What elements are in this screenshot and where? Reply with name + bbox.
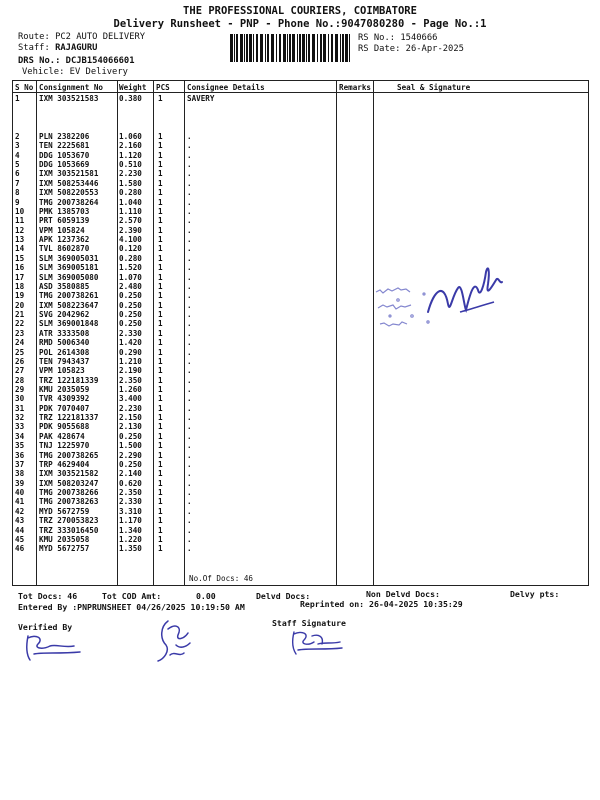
cell-consignment: VPM 105823 [39,366,85,376]
cell-consignee: . [187,272,192,282]
cell-consignment: SLM 369001848 [39,319,99,329]
cell-pcs: 1 [158,422,163,432]
cell-pcs: 1 [158,459,163,469]
cell-sno: 39 [15,478,25,488]
cell-weight: 0.510 [119,160,142,170]
cell-weight: 2.140 [119,469,142,479]
cell-consignment: APK 1237362 [39,235,90,245]
cell-sno: 41 [15,497,25,507]
col-header-seal: Seal & Signature [397,83,471,92]
cell-weight: 2.330 [119,497,142,507]
cell-sno: 17 [15,272,25,282]
cell-weight: 2.570 [119,216,142,226]
cell-sno: 32 [15,413,25,423]
cell-consignment: PAK 428674 [39,431,85,441]
entered-by: Entered By :PNPRUNSHEET 04/26/2025 10:19:50 AM [18,602,245,612]
cell-consignment: TRZ 270053823 [39,516,99,526]
table-row [13,469,588,478]
cell-sno: 22 [15,319,25,329]
cell-consignment: MYD 5672757 [39,544,90,554]
cell-consignment: TMG 200738264 [39,197,99,207]
cell-weight: 1.170 [119,516,142,526]
cell-consignee: . [187,497,192,507]
cell-pcs: 1 [158,150,163,160]
cell-weight: 1.220 [119,534,142,544]
cell-consignment: PDK 7070407 [39,403,90,413]
cell-sno: 40 [15,488,25,498]
cell-consignment: TRZ 122181339 [39,375,99,385]
cell-weight: 0.280 [119,188,142,198]
cell-sno: 25 [15,347,25,357]
cell-sno: 33 [15,422,25,432]
cell-pcs: 1 [158,525,163,535]
cell-pcs: 1 [158,328,163,338]
cell-pcs: 1 [158,366,163,376]
table-row [13,404,588,413]
cell-consignee: . [187,441,192,451]
cell-sno: 36 [15,450,25,460]
cell-consignee: . [187,188,192,198]
cell-consignee: . [187,459,192,469]
cell-weight: 1.210 [119,356,142,366]
cell-consignee: . [187,413,192,423]
table-row [13,207,588,216]
cell-consignment: DDG 1053670 [39,150,90,160]
table-row [13,188,588,197]
cell-pcs: 1 [158,478,163,488]
cell-weight: 0.250 [119,459,142,469]
cell-weight: 2.290 [119,450,142,460]
cell-consignee: . [187,244,192,254]
cell-consignment: TRP 4629404 [39,459,90,469]
cell-consignment: ASD 3580885 [39,281,90,291]
table-row [13,226,588,235]
cell-consignee: . [187,403,192,413]
cell-consignment: SLM 369005181 [39,263,99,273]
table-row [13,160,588,169]
cell-pcs: 1 [158,338,163,348]
cell-pcs: 1 [158,300,163,310]
cell-sno: 4 [15,150,20,160]
cell-consignment: TMG 200738266 [39,488,99,498]
cell-sno: 1 [15,94,20,103]
cell-sno: 18 [15,281,25,291]
cell-consignment: SVG 2042962 [39,310,90,320]
total-cod-value: 0.00 [196,591,216,601]
cell-consignee: . [187,328,192,338]
delivery-stamp-signature [368,250,568,350]
cell-consignee: . [187,319,192,329]
cell-consignee: . [187,178,192,188]
vehicle-label: Vehicle: EV Delivery [22,67,128,77]
cell-weight: 1.040 [119,197,142,207]
table-row [13,516,588,525]
table-row [13,385,588,394]
cell-pcs: 1 [158,132,163,141]
cell-weight: 0.120 [119,244,142,254]
cell-consignment: PMK 1385703 [39,206,90,216]
table-row [13,179,588,188]
cell-consignment: KMU 2035059 [39,384,90,394]
cell-consignment: TVR 4309392 [39,394,90,404]
cell-sno: 7 [15,178,20,188]
cell-pcs: 1 [158,497,163,507]
cell-consignee: . [187,197,192,207]
cell-pcs: 1 [158,244,163,254]
center-signature [150,615,200,665]
cell-consignment: TEN 7943437 [39,356,90,366]
barcode-image [230,34,350,62]
cell-weight: 1.500 [119,441,142,451]
staff-label: Staff: [18,43,50,53]
cell-pcs: 1 [158,450,163,460]
cell-consignment: ATR 3333508 [39,328,90,338]
cell-consignee: . [187,235,192,245]
cell-pcs: 1 [158,291,163,301]
cell-consignee: . [187,310,192,320]
cell-consignee: . [187,534,192,544]
table-row [13,151,588,160]
table-row [13,488,588,497]
staff-value: RAJAGURU [55,43,98,53]
non-delivered-docs: Non Delvd Docs: [366,589,440,599]
rs-number: RS No.: 1540666 [358,33,438,43]
cell-consignee: . [187,253,192,263]
cell-sno: 35 [15,441,25,451]
cell-weight: 0.250 [119,291,142,301]
table-row [13,544,588,553]
cell-pcs: 1 [158,544,163,554]
cell-pcs: 1 [158,160,163,170]
cell-weight: 1.110 [119,206,142,216]
table-row [13,357,588,366]
cell-consignment: POL 2614308 [39,347,90,357]
cell-weight: 2.150 [119,413,142,423]
cell-consignment: DDG 1053669 [39,160,90,170]
col-header-consignee: Consignee Details [187,83,265,92]
cell-consignment: RMD 5006340 [39,338,90,348]
cell-sno: 11 [15,216,25,226]
cell-weight: 1.120 [119,150,142,160]
cell-sno: 29 [15,384,25,394]
cell-consignee: . [187,225,192,235]
table-row [13,94,588,103]
cell-pcs: 1 [158,225,163,235]
cell-consignee: . [187,469,192,479]
cell-consignment: PDK 9055688 [39,422,90,432]
cell-weight: 1.070 [119,272,142,282]
cell-pcs: 1 [158,206,163,216]
staff-row [18,43,97,53]
cell-consignee: . [187,431,192,441]
cell-consignee: . [187,347,192,357]
cell-consignment: VPM 105824 [39,225,85,235]
cell-sno: 2 [15,132,20,141]
cell-weight: 1.260 [119,384,142,394]
cell-consignment: TNJ 1225970 [39,441,90,451]
cell-sno: 42 [15,506,25,516]
cell-consignee: . [187,300,192,310]
table-row [13,460,588,469]
table-row [13,394,588,403]
cell-consignee: . [187,291,192,301]
table-row [13,413,588,422]
cell-consignee: . [187,150,192,160]
cell-sno: 28 [15,375,25,385]
table-row [13,535,588,544]
cell-pcs: 1 [158,516,163,526]
cell-pcs: 1 [158,441,163,451]
cell-consignee: . [187,206,192,216]
cell-consignment: PRT 6059139 [39,216,90,226]
cell-pcs: 1 [158,197,163,207]
cell-sno: 15 [15,253,25,263]
cell-sno: 14 [15,244,25,254]
cell-pcs: 1 [158,534,163,544]
cell-consignee: . [187,450,192,460]
cell-weight: 2.390 [119,225,142,235]
cell-consignment: IXM 303521581 [39,169,99,179]
drs-value: DCJB154066601 [65,56,135,66]
cell-weight: 0.290 [119,347,142,357]
cell-sno: 34 [15,431,25,441]
company-title: THE PROFESSIONAL COURIERS, COIMBATORE [183,5,417,17]
cell-weight: 0.380 [119,94,142,103]
cell-consignment: TMG 200738263 [39,497,99,507]
cell-sno: 23 [15,328,25,338]
cell-pcs: 1 [158,347,163,357]
col-header-pcs: PCS [156,83,170,92]
cell-sno: 26 [15,356,25,366]
cell-pcs: 1 [158,506,163,516]
cell-consignee: . [187,422,192,432]
cell-sno: 16 [15,263,25,273]
cell-consignment: TMG 200738265 [39,450,99,460]
cell-consignment: PLN 2382206 [39,132,90,141]
cell-pcs: 1 [158,216,163,226]
table-row [13,441,588,450]
cell-consignee: . [187,160,192,170]
cell-weight: 0.250 [119,431,142,441]
cell-consignee: . [187,281,192,291]
cell-sno: 20 [15,300,25,310]
total-cod-label: Tot COD Amt: [102,591,162,601]
cell-consignment: SLM 369005080 [39,272,99,282]
cell-weight: 2.160 [119,141,142,151]
cell-weight: 2.130 [119,422,142,432]
cell-weight: 1.340 [119,525,142,535]
cell-pcs: 1 [158,488,163,498]
cell-consignee: . [187,544,192,554]
table-row [13,141,588,150]
cell-sno: 31 [15,403,25,413]
cell-consignee: . [187,375,192,385]
cell-pcs: 1 [158,169,163,179]
cell-consignee: . [187,506,192,516]
cell-pcs: 1 [158,281,163,291]
cell-consignment: TMG 200738261 [39,291,99,301]
cell-sno: 46 [15,544,25,554]
table-row [13,198,588,207]
rs-date: RS Date: 26-Apr-2025 [358,44,464,54]
cell-consignee: . [187,169,192,179]
cell-weight: 0.620 [119,478,142,488]
runsheet-subtitle: Delivery Runsheet - PNP - Phone No.:9047080280 - Page No.:1 [113,18,487,30]
cell-consignment: IXM 508223647 [39,300,99,310]
cell-sno: 27 [15,366,25,376]
cell-sno: 43 [15,516,25,526]
cell-pcs: 1 [158,253,163,263]
cell-weight: 0.250 [119,319,142,329]
cell-consignee: . [187,488,192,498]
cell-pcs: 1 [158,310,163,320]
cell-consignment: IXM 508220553 [39,188,99,198]
cell-pcs: 1 [158,94,163,103]
cell-weight: 1.420 [119,338,142,348]
cell-sno: 19 [15,291,25,301]
cell-consignment: KMU 2035058 [39,534,90,544]
cell-sno: 37 [15,459,25,469]
table-row [13,132,588,141]
cell-consignment: TRZ 122181337 [39,413,99,423]
table-row [13,479,588,488]
cell-weight: 1.580 [119,178,142,188]
cell-pcs: 1 [158,469,163,479]
cell-pcs: 1 [158,384,163,394]
table-row [13,432,588,441]
cell-weight: 2.330 [119,328,142,338]
cell-pcs: 1 [158,178,163,188]
drs-label: DRS No.: [18,56,61,66]
cell-consignment: IXM 508203247 [39,478,99,488]
cell-sno: 21 [15,310,25,320]
cell-weight: 0.280 [119,253,142,263]
delivered-docs: Delvd Docs: [256,591,311,601]
cell-pcs: 1 [158,375,163,385]
cell-weight: 2.480 [119,281,142,291]
table-row [13,216,588,225]
cell-sno: 13 [15,235,25,245]
reprinted-on: Reprinted on: 26-04-2025 10:35:29 [300,599,463,609]
cell-weight: 4.100 [119,235,142,245]
cell-consignee: . [187,525,192,535]
cell-consignee: . [187,516,192,526]
cell-consignee: . [187,366,192,376]
cell-consignee: . [187,263,192,273]
cell-consignee: . [187,394,192,404]
col-header-consignment: Consignment No [39,83,104,92]
table-row [13,235,588,244]
cell-consignee: . [187,384,192,394]
cell-consignment: TVL 8602870 [39,244,90,254]
table-row [13,451,588,460]
cell-consignee: . [187,338,192,348]
cell-pcs: 1 [158,413,163,423]
table-row [13,507,588,516]
table-row [13,366,588,375]
cell-sno: 30 [15,394,25,404]
cell-sno: 9 [15,197,20,207]
cell-pcs: 1 [158,356,163,366]
col-header-weight: Weight [119,83,147,92]
cell-sno: 6 [15,169,20,179]
cell-consignee: . [187,141,192,151]
cell-weight: 0.250 [119,310,142,320]
cell-pcs: 1 [158,394,163,404]
cell-sno: 3 [15,141,20,151]
staff-signature-label: Staff Signature [272,618,346,628]
cell-weight: 3.310 [119,506,142,516]
staff-signature [288,628,348,656]
col-header-remarks: Remarks [339,83,372,92]
cell-weight: 1.350 [119,544,142,554]
cell-weight: 2.230 [119,169,142,179]
cell-sno: 44 [15,525,25,535]
table-row [13,422,588,431]
cell-weight: 1.060 [119,132,142,141]
cell-consignee: . [187,132,192,141]
cell-consignee: . [187,478,192,488]
verified-by-label: Verified By [18,622,73,632]
table-row [13,526,588,535]
cell-sno: 8 [15,188,20,198]
cell-pcs: 1 [158,188,163,198]
table-row [13,376,588,385]
total-docs: Tot Docs: 46 [18,591,78,601]
drs-row [18,56,135,66]
cell-pcs: 1 [158,403,163,413]
cell-weight: 3.400 [119,394,142,404]
cell-consignment: MYD 5672759 [39,506,90,516]
cell-consignment: TEN 2225681 [39,141,90,151]
cell-consignee: . [187,216,192,226]
cell-weight: 2.190 [119,366,142,376]
cell-sno: 12 [15,225,25,235]
cell-pcs: 1 [158,263,163,273]
no-of-docs: No.Of Docs: 46 [189,574,254,583]
cell-consignment: IXM 303521582 [39,469,99,479]
cell-weight: 0.250 [119,300,142,310]
cell-pcs: 1 [158,235,163,245]
table-row [13,497,588,506]
cell-consignment: SLM 369005031 [39,253,99,263]
cell-sno: 24 [15,338,25,348]
route-label: Route: PC2 AUTO DELIVERY [18,32,146,42]
cell-pcs: 1 [158,431,163,441]
cell-weight: 1.520 [119,263,142,273]
cell-sno: 10 [15,206,25,216]
cell-sno: 45 [15,534,25,544]
col-header-sno: S No [15,83,34,92]
cell-consignee: . [187,356,192,366]
cell-weight: 2.230 [119,403,142,413]
cell-weight: 2.350 [119,375,142,385]
table-row [13,169,588,178]
cell-sno: 5 [15,160,20,170]
cell-weight: 2.350 [119,488,142,498]
cell-pcs: 1 [158,319,163,329]
cell-consignee: SAVERY [187,94,215,103]
delivery-points: Delvy pts: [510,589,560,599]
cell-pcs: 1 [158,141,163,151]
cell-sno: 38 [15,469,25,479]
verifier-signature [20,632,90,664]
cell-consignment: TRZ 333016450 [39,525,99,535]
cell-pcs: 1 [158,272,163,282]
cell-consignment: IXM 508253446 [39,178,99,188]
cell-consignment: IXM 303521583 [39,94,99,103]
